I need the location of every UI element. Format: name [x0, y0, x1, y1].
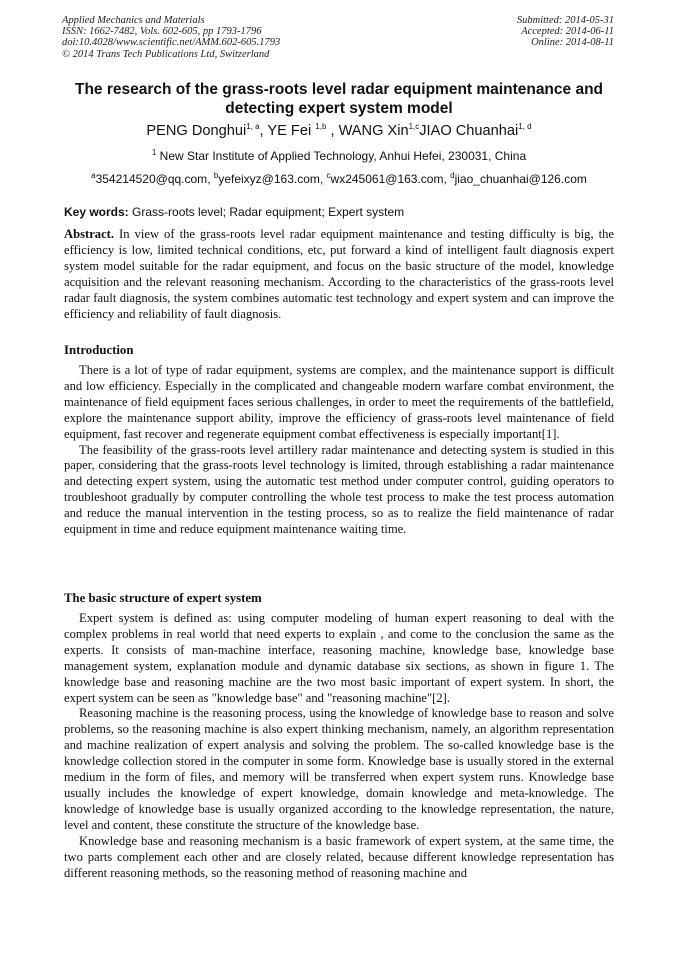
copyright-line: © 2014 Trans Tech Publications Ltd, Switzerland	[62, 48, 270, 60]
accepted-date: Accepted: 2014-06-11	[521, 26, 614, 38]
section-heading-introduction: Introduction	[64, 343, 134, 357]
email-list: $^a$354214520@qq.com, $^b$yefeixyz@163.com, $^c$wx245061@163.com, $^d$jiao_chuanhai@126.com	[91, 171, 587, 186]
abstract-block	[64, 227, 614, 322]
email-address: wx245061@163.com	[330, 172, 444, 186]
affiliation-sup: 1	[151, 148, 157, 157]
email-address: 354214520@qq.com	[95, 172, 208, 186]
issn-line: ISSN: 1662-7482, Vols. 602-605, pp 1793-1796	[62, 26, 262, 38]
author-list	[40, 122, 638, 140]
body-paragraph: Reasoning machine is the reasoning process, using the knowledge of knowledge base to reason and solve problems, so the reasoning machine is also expert thinking mechanism, namely, an algorithm representation and machine realization of expert analysis and solving the problem. The so-called knowledge base is the knowledge collection stored in the computer in some form. Knowledge base is usually stored in the external medium in the form of files, and memory will be transferred when expert system runs. Knowledge base usually includes the knowledge of expert knowledge, domain knowledge and meta-knowledge. The knowledge of knowledge base is usually organized according to the knowledge representation, the nature, level and content, these constitute the structure of the knowledge base.	[64, 706, 614, 832]
author-name: JIAO Chuanhai	[419, 123, 519, 139]
keywords-label: Key words:	[64, 205, 129, 219]
keywords-text: Grass-roots level; Radar equipment; Expert system	[132, 205, 405, 219]
abstract-text: In view of the grass-roots level radar equipment maintenance and testing difficulty is big, the efficiency is low, limited technical conditions, etc, put forward a kind of intelligent fault diagnosis expert system model suitable for the radar equipment, and focus on the basic structure of the model, knowledge acquisition and the relevant reasoning mechanism. According to the characteristics of the grass-roots level radar fault diagnosis, the system combines automatic test technology and expert system and can improve the efficiency and reliability of fault diagnosis.	[64, 227, 615, 321]
email-sup: d	[450, 171, 455, 180]
abstract-label: Abstract.	[64, 227, 115, 241]
keywords-line	[64, 205, 404, 220]
introduction-body	[64, 363, 614, 538]
author-name: PENG Donghui	[146, 123, 247, 139]
email-address: jiao_chuanhai@126.com	[454, 172, 587, 186]
dates-header	[517, 15, 614, 49]
author-separator: ,	[259, 123, 268, 139]
email-sup: c	[326, 171, 331, 180]
journal-name: Applied Mechanics and Materials	[62, 15, 205, 26]
author-separator: ,	[326, 123, 339, 139]
structure-body	[64, 611, 614, 881]
body-paragraph: There is a lot of type of radar equipment, systems are complex, and the maintenance support is difficult and low efficiency. Especially in the complicated and changeable modern warfare combat environment, the maintenance of field equipment faces serious challenges, in order to meet the requirements of the battlefield, explore the maintenance support ability, improve the efficiency of grass-roots level maintenance of field equipment, fast recover and regenerate equipment combat effectiveness is especially important[1].	[64, 363, 614, 441]
journal-header	[62, 15, 280, 60]
section-heading-structure: The basic structure of expert system	[64, 591, 262, 605]
doi-line: doi:10.4028/www.scientific.net/AMM.602-605.1793	[62, 37, 281, 49]
author-sup: 1,b	[315, 122, 327, 132]
body-paragraph: Expert system is defined as: using computer modeling of human expert reasoning to deal with the complex problems in real world that need experts to explain , and come to the conclusion the same as the experts. It consists of man-machine interface, reasoning machine, knowledge base, knowledge base management system, explanation module and dynamic database six sections, as shown in figure 1. The knowledge base and reasoning machine are the two most basic important of expert system. In short, the expert system can be seen as "knowledge base" and "reasoning machine"[2].	[64, 611, 614, 705]
author-name: WANG Xin	[338, 123, 409, 139]
author-sup: 1, a	[246, 122, 260, 132]
affiliation	[40, 149, 638, 164]
author-sup: 1,c	[408, 122, 420, 132]
email-address: yefeixyz@163.com	[218, 172, 320, 186]
paper-title: The research of the grass-roots level radar equipment maintenance and detecting expert system model	[74, 81, 604, 117]
submitted-date: Submitted: 2014-05-31	[516, 15, 614, 26]
affiliation-text: New Star Institute of Applied Technology, Anhui Hefei, 230031, China	[159, 149, 527, 163]
online-date: Online: 2014-08-11	[531, 37, 614, 49]
body-paragraph: Knowledge base and reasoning mechanism is a basic framework of expert system, at the same time, the two parts complement each other and are closely related, because different knowledge representation has different reasoning methods, so the reasoning method of reasoning machine and	[64, 833, 614, 880]
author-sup: 1, d	[518, 122, 532, 132]
email-sup: b	[213, 171, 219, 180]
abstract-paragraph	[64, 227, 614, 322]
email-sup: a	[91, 171, 96, 180]
author-name: YE Fei	[267, 123, 316, 139]
body-paragraph: The feasibility of the grass-roots level artillery radar maintenance and detecting system is studied in this paper, considering that the grass-roots level technology is limited, through establishing a radar maintenance and detecting expert system, using the automatic test method under computer control, guiding operators to troubleshoot gradually by computer controlling the whole test process to make the test process automation and reduce the manual intervention in the testing process, so as to realize the field maintenance of radar equipment in time and reduce equipment maintenance waiting time.	[64, 442, 614, 537]
